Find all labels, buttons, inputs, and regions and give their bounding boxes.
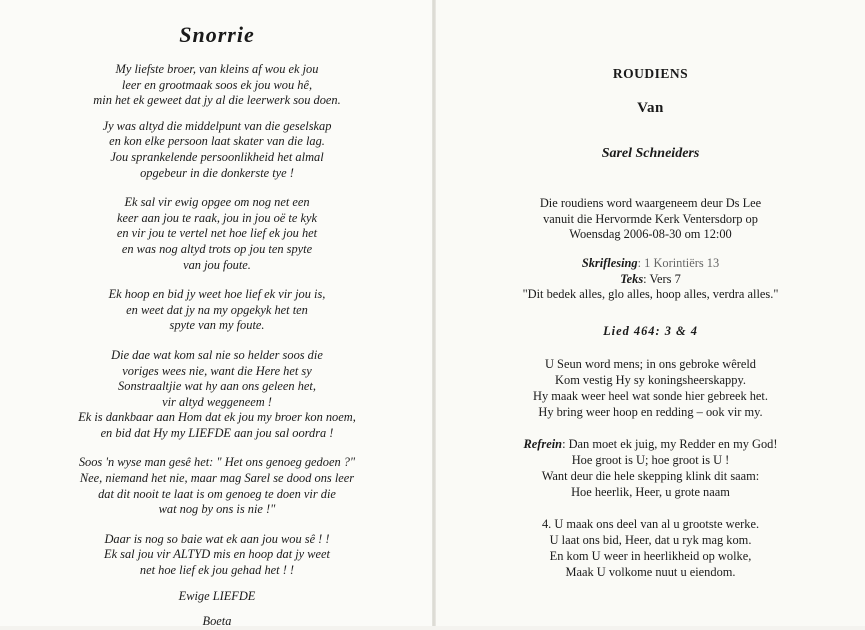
reading-section — [436, 256, 865, 303]
verse-line: U Seun word mens; in ons gebroke wêreld — [545, 357, 756, 371]
service-van: Van — [637, 100, 664, 116]
poem-line: Jy was altyd die middelpunt van die geselskap — [102, 118, 332, 133]
poem-line: Daar is nog so baie wat ek aan jou wou sê ! ! — [104, 531, 330, 546]
poem-body — [30, 62, 404, 630]
refrain-line — [436, 436, 865, 452]
poem-stanza-3 — [30, 195, 404, 273]
reading-value: : 1 Korintiërs 13 — [637, 256, 720, 270]
poem-line: My liefste broer, van kleins af wou ek jou — [115, 62, 319, 76]
poem-line: wat nog by ons is nie !" — [158, 502, 276, 517]
verse-line: U laat ons bid, Heer, dat u ryk mag kom. — [549, 533, 752, 547]
service-title: ROUDIENS — [612, 66, 689, 81]
refrain-line: Hoe groot is U; hoe groot is U ! — [571, 453, 730, 467]
poem-line: spyte van my foute. — [169, 318, 265, 333]
hymn-title: Lied 464: 3 & 4 — [603, 324, 698, 338]
poem-line: en was nog altyd trots op jou ten spyte — [121, 241, 313, 256]
hymn-verse-4 — [436, 516, 865, 580]
reading-line — [436, 256, 865, 272]
text-line — [436, 272, 865, 288]
poem-line: keer aan jou te raak, jou in jou oë te kyk — [117, 210, 317, 225]
poem-line: Jou sprankelende persoonlikheid het almal — [110, 149, 324, 164]
verse-line: 4. U maak ons deel van al u grootste werke. — [541, 517, 760, 531]
verse-line: Maak U volkome nuut u eiendom. — [565, 565, 736, 579]
poem-line: voriges wees nie, want die Here het sy — [122, 363, 312, 378]
refrain-line: Hoe heerlik, Heer, u grote naam — [571, 485, 730, 499]
verse-line: En kom U weer in heerlikheid op wolke, — [549, 549, 752, 563]
poem-signature: Boeta — [202, 614, 232, 629]
poem-line: Die dae wat kom sal nie so helder soos die — [111, 347, 323, 362]
poem-closing: Ewige LIEFDE — [178, 588, 256, 603]
refrain-line: Want deur die hele skepping klink dit saam: — [541, 469, 760, 483]
verse-line: Hy maak weer heel wat sonde hier gebreek het. — [533, 389, 768, 403]
poem-line: en bid dat Hy my LIEFDE aan jou sal oordra ! — [100, 425, 334, 440]
hymn-verse-1 — [436, 356, 865, 420]
poem-line: dat dit nooit te laat is om genoeg te doen vir die — [98, 486, 336, 501]
poem-line: Ek sal jou vir ALTYD mis en hoop dat jy weet — [104, 547, 330, 562]
refrain-label: Refrein — [523, 437, 563, 451]
poem-line: Sonstraaltjie wat hy aan ons geleen het, — [118, 379, 316, 394]
poem-line: en kon elke persoon laat skater van die lag. — [109, 134, 325, 149]
poem-stanza-5 — [30, 348, 404, 442]
verse-line: Hy bring weer hoop en redding – ook vir my. — [538, 405, 763, 419]
service-line: Woensdag 2006-08-30 om 12:00 — [569, 227, 732, 242]
text-value: : Vers 7 — [643, 271, 681, 286]
verse-line: Kom vestig Hy sy koningsheerskappy. — [555, 373, 746, 387]
hymn-refrain — [436, 436, 865, 500]
poem-line: Nee, niemand het nie, maar mag Sarel se dood ons leer — [79, 471, 355, 486]
poem-stanza-7 — [30, 532, 404, 579]
poem-stanza-4 — [30, 287, 404, 334]
reading-label: Skriflesing — [581, 256, 638, 270]
deceased-name: Sarel Schneiders — [601, 146, 700, 161]
poem-line: leer en grootmaak soos ek jou wou hê, — [121, 77, 313, 92]
text-quote: "Dit bedek alles, glo alles, hoop alles, verdra alles." — [522, 287, 779, 302]
poem-line: Ek is dankbaar aan Hom dat ek jou my broer kon noem, — [78, 410, 356, 425]
poem-line: en vir jou te vertel net hoe lief ek jou het — [116, 226, 318, 241]
poem-stanza-2 — [30, 119, 404, 181]
poem-line: van jou foute. — [183, 257, 251, 272]
poem-stanza-6 — [30, 455, 404, 517]
poem-line: Soos 'n wyse man gesê het: " Het ons genoeg gedoen ?" — [78, 455, 356, 470]
poem-line: opgebeur in die donkerste tye ! — [140, 165, 294, 180]
poem-stanza-1 — [30, 62, 404, 109]
service-line: vanuit die Hervormde Kerk Ventersdorp op — [543, 211, 758, 226]
poem-line: Ek hoop en bid jy weet hoe lief ek vir jou is, — [108, 287, 326, 302]
poem-title: Snorrie — [179, 22, 255, 47]
text-label: Teks — [620, 271, 644, 286]
poem-line: net hoe lief ek jou gehad het ! ! — [139, 563, 295, 578]
service-line: Die roudiens word waargeneem deur Ds Lee — [539, 196, 762, 210]
right-page — [436, 0, 865, 626]
poem-line: Ek sal vir ewig opgee om nog net een — [124, 195, 310, 210]
refrain-text: : Dan moet ek juig, my Redder en my God! — [562, 437, 778, 451]
poem-line: vir altyd weggeneem ! — [162, 394, 272, 409]
poem-line: en weet dat jy na my opgekyk het ten — [126, 302, 308, 317]
poem-line: min het ek geweet dat jy al die leerwerk sou doen. — [93, 93, 341, 108]
service-details — [436, 196, 865, 243]
